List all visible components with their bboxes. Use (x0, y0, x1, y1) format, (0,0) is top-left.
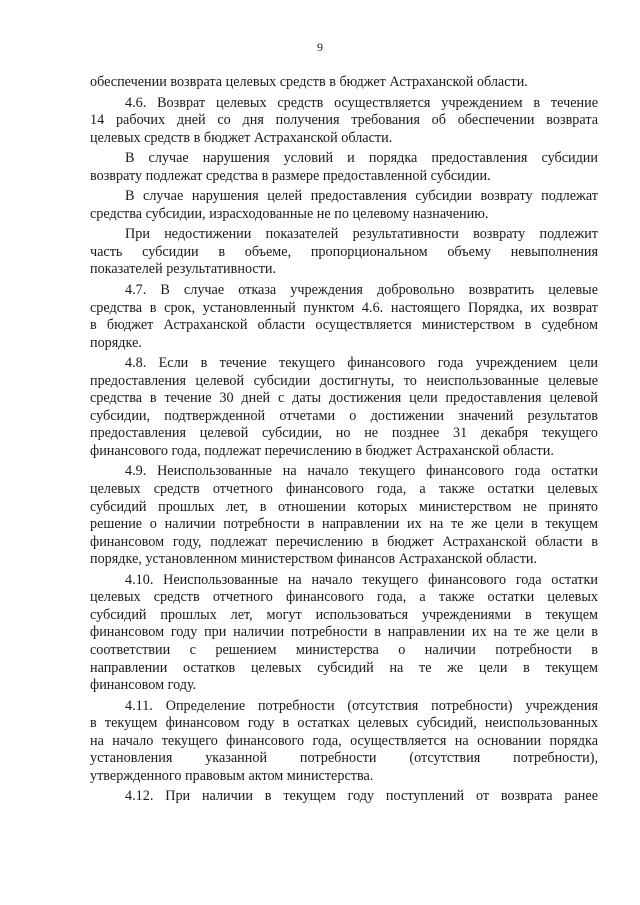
text-line: 4.12. При наличии в текущем году поступлений от возврата ранее (125, 788, 598, 805)
text-line: целевых средств отчетного финансового года, а также остатки целевых (90, 481, 598, 498)
text-line: предоставления целевой субсидии, но не позднее 31 декабря текущего (90, 425, 598, 442)
text-line: установления указанной потребности (отсутствия потребности), (90, 750, 598, 767)
text-line: В случае нарушения условий и порядка предоставления субсидии (125, 150, 598, 167)
text-line: 4.8. Если в течение текущего финансового года учреждением цели (125, 355, 598, 372)
text-line: часть субсидии в объеме, пропорциональном объему невыполнения (90, 243, 598, 260)
document-body (90, 74, 598, 806)
text-line: финансовом году. (90, 677, 197, 694)
text-line: 4.6. Возврат целевых средств осуществляется учреждением в течение (125, 94, 598, 111)
text-line: на начало текущего финансового года, осуществляется на основании порядка (90, 732, 598, 749)
text-line: 4.7. В случае отказа учреждения добровольно возвратить целевые (125, 282, 598, 299)
text-line: решение о наличии потребности в направлении их на те же цели в текущем (90, 516, 598, 533)
text-line: 4.11. Определение потребности (отсутствия потребности) учреждения (125, 697, 598, 714)
text-line: утвержденного правовым актом министерства. (90, 767, 374, 784)
text-line: финансовом году при наличии потребности в направлении их на те же цели в (90, 624, 598, 641)
text-line: порядке. (90, 334, 142, 351)
text-line: порядке, установленном министерством финансов Астраханской области. (90, 551, 538, 568)
text-line: предоставления целевой субсидии достигнуты, то неиспользованные целевые (90, 372, 598, 389)
text-line: средства в течение 30 дней с даты достижения цели предоставления целевой (90, 390, 598, 407)
text-line: в текущем финансовом году в остатках целевых субсидий, неиспользованных (90, 715, 598, 732)
text-line: средства в срок, установленный пунктом 4.6. настоящего Порядка, их возврат (90, 299, 598, 316)
text-line: целевых средств в бюджет Астраханской области. (90, 129, 393, 146)
text-line: в бюджет Астраханской области осуществляется министерством в судебном (90, 317, 598, 334)
text-line: соответствии с решением министерства о наличии потребности в (90, 641, 598, 658)
text-line: 14 рабочих дней со дня получения требования об обеспечении возврата (90, 112, 598, 129)
text-line: 4.10. Неиспользованные на начало текущего финансового года остатки (125, 571, 598, 588)
text-line: обеспечении возврата целевых средств в бюджет Астраханской области. (90, 74, 528, 90)
text-line: 4.9. Неиспользованные на начало текущего финансового года остатки (125, 463, 598, 480)
page-number: 9 (317, 40, 323, 54)
text-line: При недостижении показателей результативности возврату подлежит (125, 226, 598, 243)
text-line: направлении остатков целевых субсидий на те же цели в текущем (90, 659, 598, 676)
text-line: средства субсидии, израсходованные не по целевому назначению. (90, 205, 489, 222)
text-line: субсидий прошлых лет, в отношении которых министерством не принято (90, 498, 598, 515)
text-line: субсидий прошлых лет, могут использоваться учреждениями в текущем (90, 606, 598, 623)
text-line: целевых средств отчетного финансового года, а также остатки целевых (90, 589, 598, 606)
text-line: возврату подлежат средства в размере предоставленной субсидии. (90, 167, 491, 184)
text-line: финансового года, подлежат перечислению в бюджет Астраханской области. (90, 442, 554, 459)
text-line: показателей результативности. (90, 261, 277, 278)
text-line: субсидии, подтвержденной отчетами о достижении значений результатов (90, 407, 598, 424)
text-line: В случае нарушения целей предоставления субсидии возврату подлежат (125, 188, 598, 205)
text-line: финансовом году, подлежат перечислению в бюджет Астраханской области в (90, 533, 598, 550)
